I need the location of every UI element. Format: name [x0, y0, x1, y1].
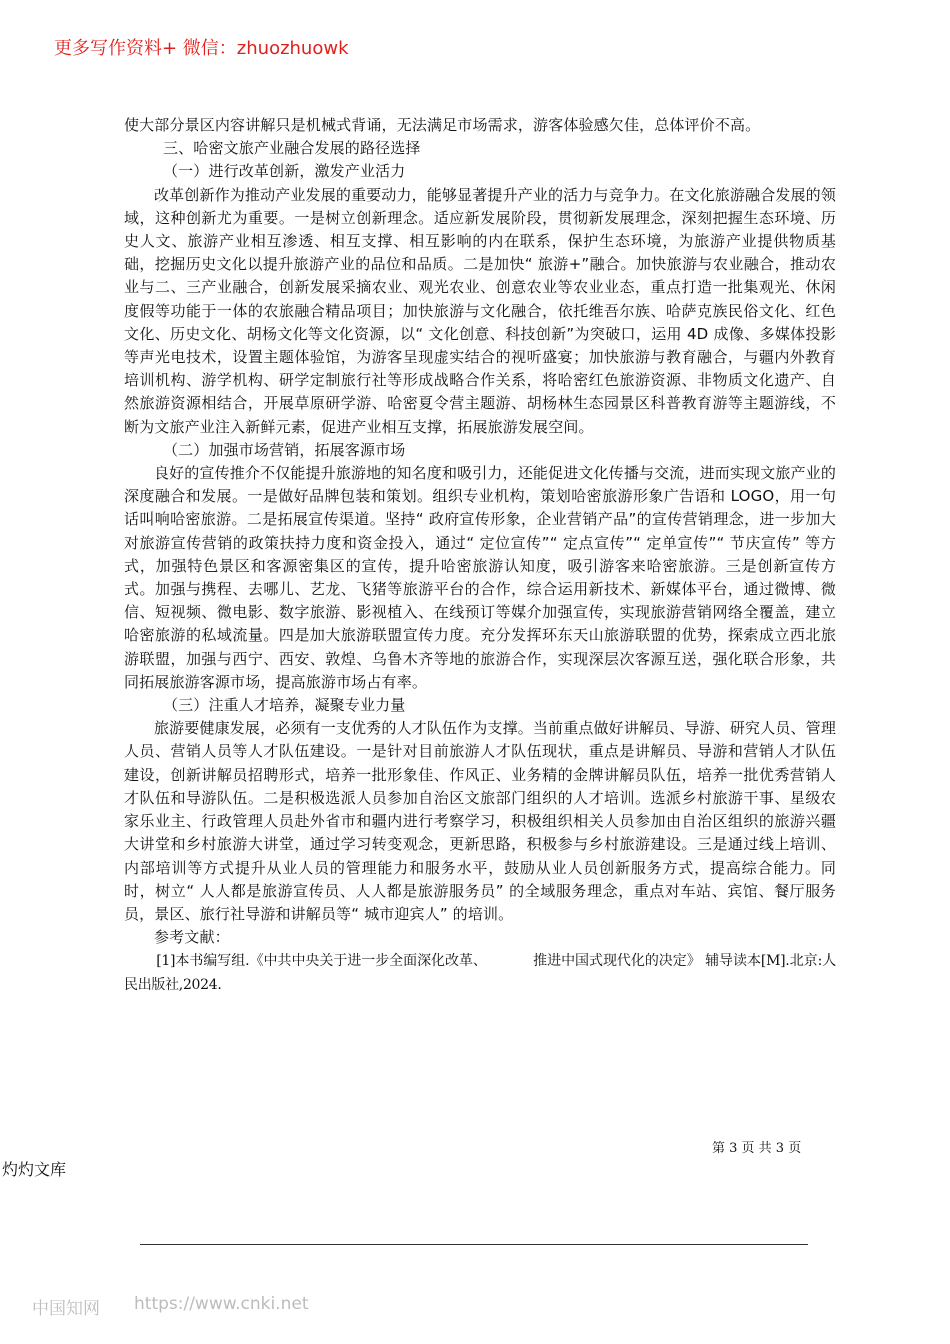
- subsection-heading: （一）进行改革创新，激发产业活力: [163, 162, 406, 181]
- page-number: 第 3 页 共 3 页: [712, 1141, 802, 1156]
- reference-entry: [124, 949, 836, 997]
- references-label: 参考文献：: [154, 928, 230, 947]
- subsection-heading: （三）注重人才培养，凝聚专业力量: [163, 696, 406, 715]
- library-watermark: 灼灼文库: [2, 1160, 67, 1179]
- subsection-heading: （二）加强市场营销，拓展客源市场: [163, 440, 406, 459]
- footer-divider: [140, 1244, 808, 1245]
- footer-url[interactable]: https://www.cnki.net: [134, 1294, 309, 1314]
- reference-part-1: [1]本书编写组.《中共中央关于进一步全面深化改革、: [156, 953, 487, 970]
- paragraph: 旅游要健康发展，必须有一支优秀的人才队伍作为支撑。当前重点做好讲解员、导游、研究人员、管理人员、营销人员等人才队伍建设。一是针对目前旅游人才队伍现状，重点是讲解员、导游和营销人才队伍建设，创新讲解员招聘形式，培养一批形象佳、作风正、业务精的金牌讲解员队伍，培养一批优秀营销人才队伍和导游队伍。二是积极选派人员参加自治区文旅部门组织的人才培训。选派乡村旅游干事、星级农家乐业主、行政管理人员赴外省市和疆内进行考察学习，积极组织相关人员参加由自治区组织的旅游兴疆大讲堂和乡村旅游大讲堂，通过学习转变观念，更新思路，积极参与乡村旅游建设。三是通过线上培训、内部培训等方式提升从业人员的管理能力和服务水平，鼓励从业人员创新服务方式，提高综合能力。同时，树立“ 人人都是旅游宣传员、人人都是旅游服务员” 的全域服务理念，重点对车站、宾馆、餐厅服务员，景区、旅行社导游和讲解员等“ 城市迎宾人” 的培训。: [124, 719, 836, 923]
- footer-site-name: 中国知网: [32, 1299, 100, 1319]
- promo-banner: 更多写作资料+ 微信：zhuozhuowk: [54, 38, 349, 59]
- paragraph: 使大部分景区内容讲解只是机械式背诵，无法满足市场需求，游客体验感欠佳，总体评价不高。: [124, 116, 761, 134]
- article-body: [124, 114, 836, 997]
- paragraph: 良好的宣传推介不仅能提升旅游地的知名度和吸引力，还能促进文化传播与交流，进而实现文旅产业的深度融合和发展。一是做好品牌包装和策划。组织专业机构，策划哈密旅游形象广告语和 LOGO，用一句话叫响哈密旅游。二是拓展宣传渠道。坚持“ 政府宣传形象，企业营销产品”的宣传营销理念，进一步加大对旅游宣传营销的政策扶持力度和资金投入，通过“ 定位宣传”“ 定点宣传”“ 定单宣传”“ 节庆宣传” 等方式，加强特色景区和客源密集区的宣传，提升哈密旅游认知度，吸引游客来哈密旅游。三是创新宣传方式。加强与携程、去哪儿、艺龙、飞猪等旅游平台的合作，综合运用新技术、新媒体平台，通过微博、微信、短视频、微电影、数字旅游、影视植入、在线预订等媒介加强宣传，实现旅游营销网络全覆盖，建立哈密旅游的私域流量。四是加大旅游联盟宣传力度。充分发挥环东天山旅游联盟的优势，探索成立西北旅游联盟，加强与西宁、西安、敦煌、乌鲁木齐等地的旅游合作，实现深层次客源互送，强化联合形象，共同拓展旅游客源市场，提高旅游市场占有率。: [124, 464, 836, 691]
- paragraph: 改革创新作为推动产业发展的重要动力，能够显著提升产业的活力与竞争力。在文化旅游融合发展的领域，这种创新尤为重要。一是树立创新理念。适应新发展阶段，贯彻新发展理念，深刻把握生态环境、历史人文、旅游产业相互渗透、相互支撑、相互影响的内在联系，保护生态环境，为旅游产业提供物质基础，挖掘历史文化以提升旅游产业的品位和品质。二是加快“ 旅游+”融合。加快旅游与农业融合，推动农业与二、三产业融合，创新发展采摘农业、观光农业、创意农业等农业业态，重点打造一批集观光、休闲度假等功能于一体的农旅融合精品项目；加快旅游与文化融合，依托维吾尔族、哈萨克族民俗文化、红色文化、历史文化、胡杨文化等文化资源，以“ 文化创意、科技创新”为突破口，运用 4D 成像、多媒体投影等声光电技术，设置主题体验馆，为游客呈现虚实结合的视听盛宴；加快旅游与教育融合，与疆内外教育培训机构、游学机构、研学定制旅行社等形成战略合作关系，将哈密红色旅游资源、非物质文化遗产、自然旅游资源相结合，开展草原研学游、哈密夏令营主题游、胡杨林生态园景区科普教育游等主题游线，不断为文旅产业注入新鲜元素，促进产业相互支撑，拓展旅游发展空间。: [124, 185, 836, 436]
- reference-part-2: 推进中国式现代化的决定》 辅导读本[M].北京:人民出版社,2024.: [124, 953, 836, 994]
- section-heading: 三、哈密文旅产业融合发展的路径选择: [163, 139, 421, 158]
